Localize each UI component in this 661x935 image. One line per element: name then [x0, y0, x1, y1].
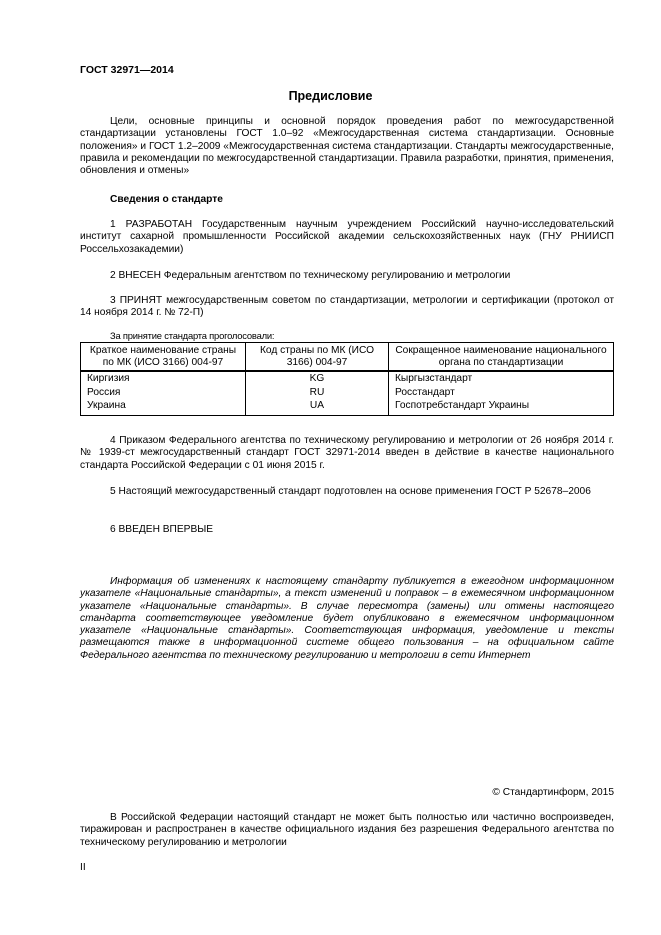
country-cell: Россия — [81, 386, 246, 400]
changes-notice-paragraph: Информация об изменениях к настоящему стандарту публикуется в ежегодном информационном указателе «Национальные стандарты», а текст изменений и поправок – в ежемесячном информационном указателе «Национальные стандарты». В случае пересмотра (замены) или отмены настоящего стандарта соответствующее уведомление будет опубликовано в ежемесячном информационном указателе «Национальные стандарты». Соответствующая информация, уведомление и тексты размещаются также в информационной системе общего пользования – на официальном сайте Федерального агентства по техническому регулированию и метрологии в сети Интернет — [80, 576, 614, 661]
national-body-cell: Кыргызстандарт — [389, 371, 614, 386]
column-header-body: Сокращенное наименование национального органа по стандартизации — [389, 343, 614, 372]
table-row — [81, 399, 614, 415]
standard-info-heading: Сведения о стандарте — [110, 194, 223, 205]
voting-table — [80, 342, 614, 416]
standard-code-header: ГОСТ 32971—2014 — [80, 64, 174, 76]
column-header-code: Код страны по МК (ИСО 3166) 004-97 — [246, 343, 389, 372]
table-row — [81, 386, 614, 400]
country-code-cell: UA — [246, 399, 389, 415]
country-cell: Киргизия — [81, 371, 246, 386]
page-number: II — [80, 862, 86, 873]
copyright-line: © Стандартинформ, 2015 — [492, 787, 614, 798]
info-item-first-introduced: 6 ВВЕДЕН ВПЕРВЫЕ — [110, 524, 214, 535]
voting-table-caption: За принятие стандарта проголосовали: — [110, 330, 275, 341]
column-header-country: Краткое наименование страны по МК (ИСО 3166) 004-97 — [81, 343, 246, 372]
info-item-enacted: 4 Приказом Федерального агентства по техническому регулированию и метрологии от 26 ноября 2014 г. № 1939-ст межгосударственный стандарт ГОСТ 32971-2014 введен в действие в качестве национального стандарта Российской Федерации с 01 июня 2015 г. — [80, 435, 614, 471]
national-body-cell: Госпотребстандарт Украины — [389, 399, 614, 415]
info-item-basis: 5 Настоящий межгосударственный стандарт подготовлен на основе применения ГОСТ Р 52678–2006 — [110, 486, 591, 497]
foreword-intro-paragraph: Цели, основные принципы и основной порядок проведения работ по межгосударственной стандартизации установлены ГОСТ 1.0–92 «Межгосударственная система стандартизации. Основные положения» и ГОСТ 1.2–2009 «Межгосударственная система стандартизации. Стандарты межгосударственные, правила и рекомендации по межгосударственной стандартизации. Правила разработки, принятия, применения, обновления и отмены» — [80, 116, 614, 177]
country-code-cell: KG — [246, 371, 389, 386]
info-item-submitted: 2 ВНЕСЕН Федеральным агентством по техническому регулированию и метрологии — [110, 270, 511, 281]
info-item-developed: 1 РАЗРАБОТАН Государственным научным учреждением Российский научно-исследовательский институт сахарной промышленности Российской академии сельскохозяйственных наук (ГНУ РНИИСП Россельхозакадемии) — [80, 219, 614, 255]
national-body-cell: Росстандарт — [389, 386, 614, 400]
info-item-adopted: 3 ПРИНЯТ межгосударственным советом по стандартизации, метрологии и сертификации (протокол от 14 ноября 2014 г. № 72-П) — [80, 295, 614, 319]
foreword-title: Предисловие — [288, 89, 373, 103]
country-code-cell: RU — [246, 386, 389, 400]
country-cell: Украина — [81, 399, 246, 415]
table-row — [81, 371, 614, 386]
legal-notice-paragraph: В Российской Федерации настоящий стандарт не может быть полностью или частично воспроизведен, тиражирован и распространен в качестве официального издания без разрешения Федерального агентства по техническому регулированию и метрологии — [80, 812, 614, 848]
voting-table-header-row — [81, 343, 614, 372]
